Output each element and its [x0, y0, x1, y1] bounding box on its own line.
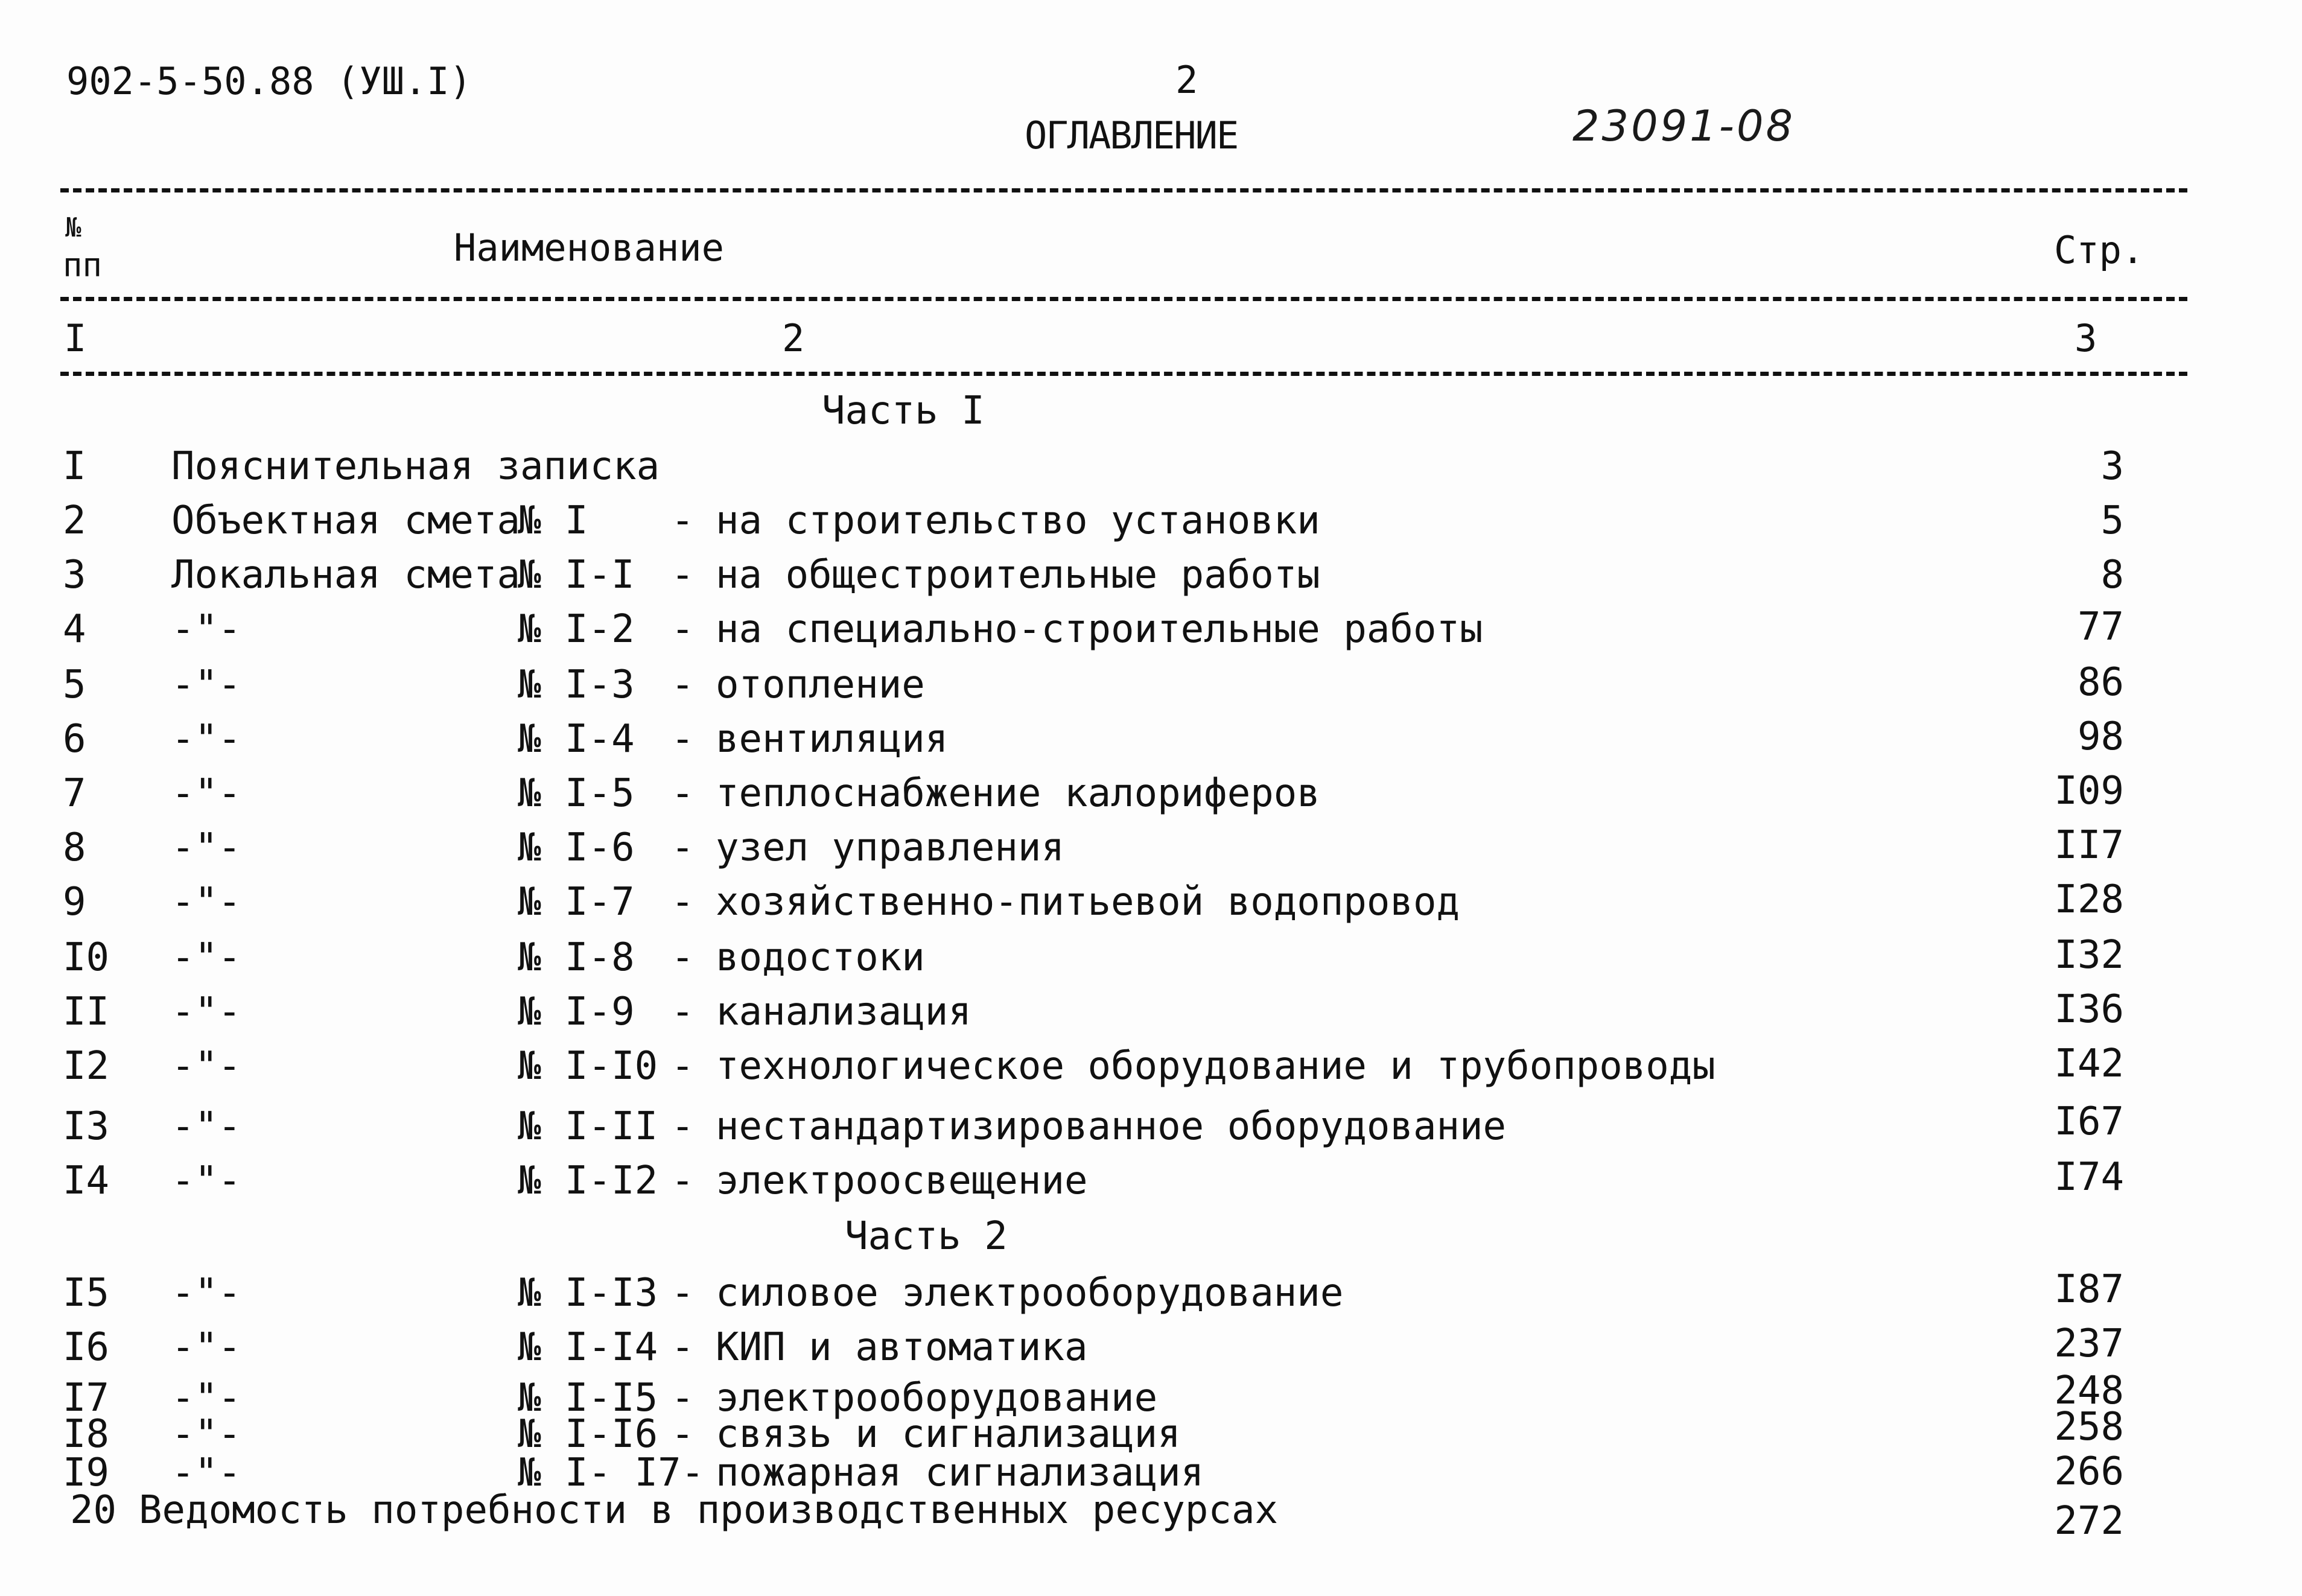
- entry-number-sign: №: [518, 825, 541, 870]
- entry-number-sign: №: [518, 717, 541, 761]
- entry-description: узел управления: [716, 825, 1064, 870]
- entry-number-sign: №: [518, 553, 541, 597]
- entry-page: I32: [2054, 933, 2124, 978]
- entry-page: I67: [2054, 1099, 2124, 1144]
- entry-description: силовое электрооборудование: [716, 1271, 1344, 1315]
- entry-description: водостоки: [716, 935, 925, 980]
- entry-dash: -: [671, 771, 695, 816]
- dashed-rule-index: [60, 372, 2187, 376]
- entry-description: отопление: [716, 663, 925, 707]
- entry-number: I9: [63, 1451, 110, 1495]
- entry-page: 237: [2054, 1321, 2124, 1366]
- page-title: ОГЛАВЛЕНИЕ: [1025, 113, 1238, 157]
- entry-page: 3: [2100, 444, 2124, 489]
- entry-page: 77: [2077, 605, 2124, 649]
- entry-number-sign: №: [518, 1376, 541, 1420]
- entry-estimate-code: I-I4: [565, 1325, 658, 1370]
- entry-number: I7: [63, 1376, 110, 1420]
- dashed-rule-top: [60, 188, 2187, 192]
- entry-page: 5: [2100, 498, 2124, 543]
- entry-name: -"-: [171, 825, 241, 870]
- entry-estimate-code: I: [565, 498, 588, 543]
- entry-number: I3: [63, 1104, 110, 1149]
- entry-estimate-code: I-6: [565, 825, 635, 870]
- entry-name: -"-: [171, 1271, 241, 1315]
- entry-number: I5: [63, 1271, 110, 1315]
- entry-description: на специально-строительные работы: [716, 607, 1483, 652]
- entry-number: 9: [63, 880, 86, 924]
- entry-name: -"-: [171, 990, 241, 1034]
- entry-dash: -: [671, 1159, 695, 1203]
- entry-number-sign: №: [518, 1159, 541, 1203]
- entry-name: -"-: [171, 717, 241, 761]
- entry-page: I28: [2054, 877, 2124, 922]
- entry-number-sign: №: [518, 1412, 541, 1457]
- entry-number: 2: [63, 498, 86, 543]
- entry-number-sign: №: [518, 498, 541, 543]
- entry-description: технологическое оборудование и трубопроводы: [716, 1044, 1715, 1089]
- entry-dash: -: [671, 607, 695, 652]
- dashed-rule-header: [60, 297, 2187, 301]
- entry-description: на общестроительные работы: [716, 553, 1320, 597]
- entry-page: 86: [2077, 660, 2124, 705]
- entry-estimate-code: I- I7-: [565, 1451, 705, 1495]
- entry-description: нестандартизированное оборудование: [716, 1104, 1507, 1149]
- entry-number: 4: [63, 607, 86, 652]
- entry-dash: -: [671, 1104, 695, 1149]
- entry-description: электрооборудование: [716, 1376, 1158, 1420]
- entry-dash: -: [671, 990, 695, 1034]
- entry-estimate-code: I-8: [565, 935, 635, 980]
- part-1-heading: Часть I: [822, 389, 985, 433]
- column-number-symbol: №: [65, 212, 81, 243]
- entry-estimate-code: I-I6: [565, 1412, 658, 1457]
- entry-name: -"-: [171, 1159, 241, 1203]
- document-code: 902-5-50.88 (УШ.I): [66, 59, 472, 103]
- entry-name: -"-: [171, 771, 241, 816]
- entry-name: Пояснительная записка: [171, 444, 660, 489]
- entry-page: 98: [2077, 714, 2124, 759]
- entry-number-sign: №: [518, 1451, 541, 1495]
- entry-estimate-code: I-I: [565, 553, 635, 597]
- entry-description: электроосвещение: [716, 1159, 1088, 1203]
- entry-number-sign: №: [518, 935, 541, 980]
- entry-page: I87: [2054, 1267, 2124, 1312]
- entry-number: 20: [70, 1488, 117, 1533]
- entry-dash: -: [671, 880, 695, 924]
- entry-number: I6: [63, 1325, 110, 1370]
- entry-dash: -: [671, 1325, 695, 1370]
- entry-page: II7: [2054, 823, 2124, 868]
- entry-description: пожарная сигнализация: [716, 1451, 1204, 1495]
- entry-dash: -: [671, 1271, 695, 1315]
- entry-number-sign: №: [518, 771, 541, 816]
- entry-number: I4: [63, 1159, 110, 1203]
- entry-description: на строительство установки: [716, 498, 1320, 543]
- entry-number: II: [63, 990, 110, 1034]
- entry-name: Локальная смета: [171, 553, 520, 597]
- entry-description: вентиляция: [716, 717, 949, 761]
- entry-description: КИП и автоматика: [716, 1325, 1088, 1370]
- entry-estimate-code: I-9: [565, 990, 635, 1034]
- entry-number-sign: №: [518, 1104, 541, 1149]
- part-2-heading: Часть 2: [845, 1214, 1008, 1259]
- entry-name: -"-: [171, 607, 241, 652]
- entry-name: -"-: [171, 663, 241, 707]
- entry-description: теплоснабжение калориферов: [716, 771, 1320, 816]
- entry-number: I2: [63, 1044, 110, 1089]
- entry-page: I74: [2054, 1155, 2124, 1200]
- entry-page: I36: [2054, 987, 2124, 1032]
- entry-number: 8: [63, 825, 86, 870]
- entry-name: -"-: [171, 1451, 241, 1495]
- entry-dash: -: [671, 935, 695, 980]
- entry-description: канализация: [716, 990, 971, 1034]
- entry-number: I8: [63, 1412, 110, 1457]
- page-number: 2: [1175, 58, 1198, 102]
- entry-name: -"-: [171, 1325, 241, 1370]
- entry-dash: -: [671, 498, 695, 543]
- entry-estimate-code: I-7: [565, 880, 635, 924]
- column-index-3: 3: [2075, 316, 2097, 360]
- entry-estimate-code: I-II: [565, 1104, 658, 1149]
- entry-name: -"-: [171, 1104, 241, 1149]
- entry-number: 5: [63, 663, 86, 707]
- entry-number: 6: [63, 717, 86, 761]
- column-number-abbrev: пп: [63, 246, 103, 284]
- entry-name: -"-: [171, 1376, 241, 1420]
- entry-estimate-code: I-4: [565, 717, 635, 761]
- entry-page: 248: [2054, 1369, 2124, 1413]
- entry-page: 266: [2054, 1449, 2124, 1494]
- entry-page: I42: [2054, 1041, 2124, 1086]
- entry-page: I09: [2054, 769, 2124, 813]
- handwritten-stamp: 23091-08: [1572, 101, 1796, 151]
- entry-name: -"-: [171, 880, 241, 924]
- entry-dash: -: [671, 1044, 695, 1089]
- entry-dash: -: [671, 663, 695, 707]
- entry-number-sign: №: [518, 1044, 541, 1089]
- column-index-1: I: [64, 316, 87, 360]
- entry-number: 7: [63, 771, 86, 816]
- entry-estimate-code: I-3: [565, 663, 635, 707]
- column-page-header: Стр.: [2054, 228, 2145, 272]
- entry-name: -"-: [171, 1412, 241, 1457]
- entry-number-sign: №: [518, 663, 541, 707]
- entry-number-sign: №: [518, 1271, 541, 1315]
- column-name-header: Наименование: [454, 226, 724, 270]
- entry-estimate-code: I-I3: [565, 1271, 658, 1315]
- entry-estimate-code: I-I2: [565, 1159, 658, 1203]
- entry-number: I0: [63, 935, 110, 980]
- entry-page: 258: [2054, 1405, 2124, 1449]
- entry-name: -"-: [171, 935, 241, 980]
- entry-number-sign: №: [518, 990, 541, 1034]
- entry-page: 8: [2100, 553, 2124, 597]
- entry-number-sign: №: [518, 880, 541, 924]
- entry-number: 3: [63, 553, 86, 597]
- entry-description: связь и сигнализация: [716, 1412, 1181, 1457]
- entry-estimate-code: I-2: [565, 607, 635, 652]
- entry-name: -"-: [171, 1044, 241, 1089]
- entry-dash: -: [671, 825, 695, 870]
- entry-number: I: [63, 444, 86, 489]
- entry-number-sign: №: [518, 1325, 541, 1370]
- column-index-2: 2: [782, 316, 805, 360]
- entry-dash: -: [671, 1412, 695, 1457]
- entry-dash: -: [671, 1376, 695, 1420]
- entry-dash: -: [671, 717, 695, 761]
- entry-page: 272: [2054, 1499, 2124, 1544]
- entry-name: Объектная смета: [171, 498, 520, 543]
- entry-dash: -: [671, 553, 695, 597]
- entry-name: Ведомость потребности в производственных ресурсах: [139, 1488, 1279, 1533]
- entry-estimate-code: I-I5: [565, 1376, 658, 1420]
- entry-estimate-code: I-I0: [565, 1044, 658, 1089]
- entry-estimate-code: I-5: [565, 771, 635, 816]
- entry-description: хозяйственно-питьевой водопровод: [716, 880, 1460, 924]
- entry-number-sign: №: [518, 607, 541, 652]
